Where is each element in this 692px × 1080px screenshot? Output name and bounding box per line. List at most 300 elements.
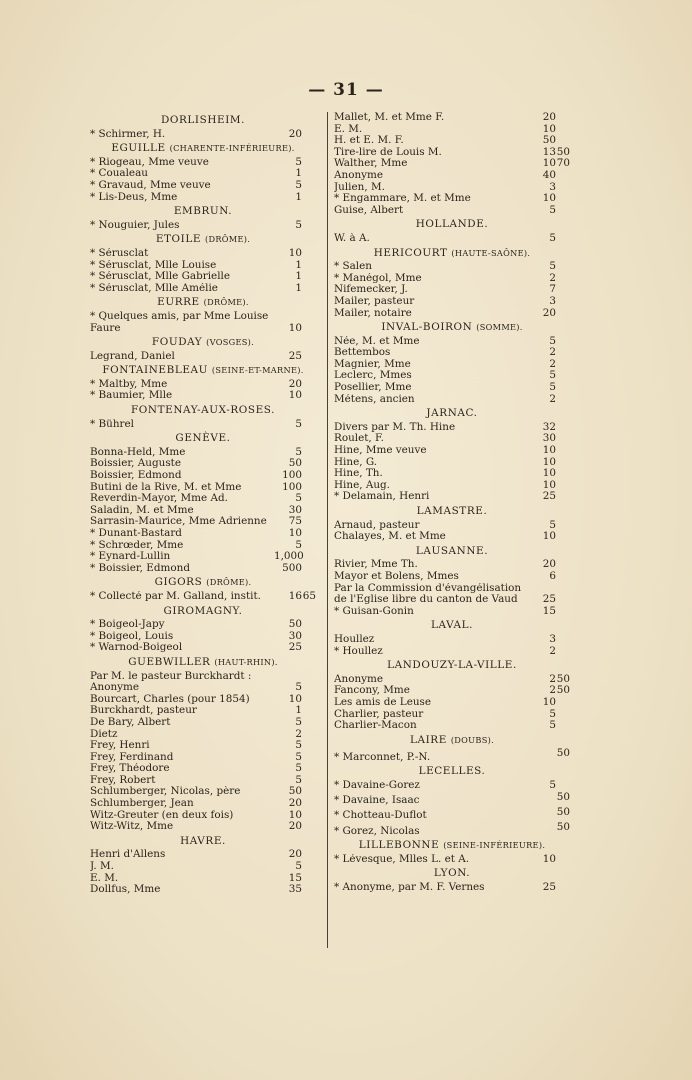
amount-centimes	[302, 619, 316, 631]
donor-name: Butini de la Rive, M. et Mme	[90, 481, 242, 493]
section-town: GUEBWILLER	[128, 655, 211, 668]
amount-francs: 16	[288, 589, 302, 602]
amount-francs: 25	[542, 490, 556, 503]
donor-name: Frey, Robert	[90, 774, 156, 786]
donation-amount	[274, 717, 316, 729]
section-heading	[334, 219, 570, 231]
section-town: GENÈVE.	[175, 432, 231, 445]
donation-amount	[274, 192, 316, 204]
donor-name: Rivier, Mme Th.	[334, 559, 418, 571]
donor-name: * Riogeau, Mme veuve	[90, 156, 209, 168]
donor-entry	[334, 182, 570, 194]
donor-name: * Schrœder, Mme	[90, 539, 184, 551]
amount-francs: 10	[542, 455, 556, 468]
donor-entry	[334, 284, 570, 296]
donor-entry	[334, 882, 570, 894]
donor-entry	[90, 671, 316, 683]
amount-centimes	[556, 571, 570, 583]
amount-centimes	[302, 849, 316, 861]
donor-name: * Delamain, Henri	[334, 491, 430, 503]
amount-centimes: 50	[556, 145, 570, 158]
section-region: (DRÔME).	[204, 234, 251, 245]
section-town: FONTAINEBLEAU	[102, 364, 208, 377]
donor-name: Bonna-Held, Mme	[90, 446, 186, 458]
amount-centimes	[302, 482, 316, 494]
donor-name: Dietz	[90, 728, 118, 740]
amount-francs: 10	[542, 478, 556, 491]
donor-entry	[334, 433, 570, 445]
section-heading	[90, 337, 316, 349]
left-column	[90, 112, 316, 896]
donor-entry	[90, 157, 316, 169]
donation-amount	[528, 571, 570, 583]
donor-name: Anonyme	[334, 673, 384, 685]
donation-amount	[528, 807, 570, 819]
amount-centimes	[302, 220, 316, 232]
donor-name: * Davaine, Isaac	[334, 795, 420, 807]
amount-francs: 32	[542, 420, 556, 433]
donor-name: Schlumberger, Nicolas, père	[90, 786, 241, 798]
donor-entry	[334, 233, 570, 245]
donation-amount	[528, 748, 570, 760]
donor-name: Witz-Witz, Mme	[90, 821, 174, 833]
donor-name: Anonyme	[334, 169, 384, 181]
donor-name: * Quelques amis, par Mme Louise Faure	[90, 310, 269, 334]
section-town: LILLEBONNE	[358, 839, 440, 852]
donation-amount	[274, 351, 316, 363]
donor-entry	[90, 271, 316, 283]
amount-francs: 25	[288, 349, 302, 362]
amount-centimes	[302, 717, 316, 729]
donor-name: * Anonyme, par M. F. Vernes	[334, 882, 485, 893]
amount-francs: 100	[282, 480, 302, 493]
amount-centimes	[556, 606, 570, 618]
amount-centimes	[556, 273, 570, 285]
amount-centimes	[556, 433, 570, 445]
section-heading	[90, 297, 316, 309]
amount-francs: 2	[295, 727, 302, 740]
section-region: (DRÔME).	[206, 577, 252, 588]
donor-entry	[334, 646, 570, 658]
amount-francs: 3	[549, 632, 556, 645]
amount-centimes	[556, 520, 570, 532]
amount-centimes	[556, 559, 570, 571]
amount-francs: 5	[549, 779, 556, 792]
donation-amount	[274, 821, 316, 833]
amount-francs: 2	[549, 644, 556, 657]
donation-amount	[274, 419, 316, 431]
amount-francs: 30	[288, 629, 302, 642]
donor-entry	[334, 792, 570, 807]
donor-entry	[90, 129, 316, 141]
section-heading	[90, 143, 316, 155]
amount-francs: 5	[549, 381, 556, 394]
donor-entry	[90, 351, 316, 363]
donor-name: Hine, Th.	[334, 468, 383, 480]
donor-name: Houllez	[334, 633, 375, 645]
amount-centimes: 50	[556, 790, 570, 803]
section-region: (HAUTE-SAÔNE).	[451, 247, 531, 258]
amount-francs: 10	[542, 192, 556, 205]
donor-entry	[334, 685, 570, 697]
donation-amount	[528, 382, 570, 394]
amount-centimes	[556, 422, 570, 434]
donor-name: Charlier-Macon	[334, 720, 417, 732]
amount-francs: 5	[549, 719, 556, 732]
amount-centimes	[556, 709, 570, 721]
amount-francs: 10	[542, 122, 556, 135]
amount-francs: 5	[295, 681, 302, 694]
donor-entry	[90, 505, 316, 517]
donor-entry	[334, 359, 570, 371]
donor-name: * Lévesque, Mlles L. et A.	[334, 853, 470, 865]
amount-francs: 5	[295, 445, 302, 458]
donor-entry	[90, 248, 316, 260]
section-town: GIGORS	[154, 576, 203, 589]
amount-francs: 5	[549, 231, 556, 244]
page-number: — 31 —	[308, 80, 384, 100]
donor-entry	[334, 606, 570, 618]
donor-name: Schlumberger, Jean	[90, 798, 194, 810]
donor-entry	[90, 311, 316, 334]
amount-centimes	[302, 283, 316, 295]
donor-entry	[334, 308, 570, 320]
amount-centimes	[556, 170, 570, 182]
donor-entry	[90, 717, 316, 729]
section-region: (VOSGES).	[206, 337, 255, 348]
amount-francs: 13	[542, 145, 556, 158]
amount-francs: 10	[542, 852, 556, 865]
section-heading	[334, 766, 570, 778]
amount-francs: 20	[542, 306, 556, 319]
amount-centimes	[302, 180, 316, 192]
amount-centimes	[302, 752, 316, 764]
amount-francs: 75	[288, 515, 302, 528]
donor-name: * Gorez, Nicolas	[334, 825, 420, 837]
donor-name: H. et E. M. F.	[334, 135, 404, 147]
amount-francs: 20	[542, 558, 556, 571]
amount-francs: 2	[549, 271, 556, 284]
amount-francs: 2	[549, 672, 556, 685]
donor-entry	[334, 158, 570, 170]
donor-entry	[90, 873, 316, 885]
section-town: EMBRUN.	[173, 205, 233, 218]
donor-name: * Sérusclat, Mlle Amélie	[90, 282, 218, 294]
amount-centimes	[302, 821, 316, 833]
donor-name: Mayor et Bolens, Mmes	[334, 570, 459, 582]
donor-entry	[90, 379, 316, 391]
donor-entry	[90, 682, 316, 694]
amount-centimes	[302, 528, 316, 540]
amount-centimes	[556, 296, 570, 308]
section-heading	[90, 577, 316, 589]
amount-centimes	[556, 634, 570, 646]
donor-entry	[334, 205, 570, 217]
amount-centimes	[302, 192, 316, 204]
donation-amount	[274, 271, 316, 283]
donor-entry	[90, 861, 316, 873]
amount-francs: 5	[295, 538, 302, 551]
donor-entry	[334, 382, 570, 394]
donor-name: Roulet, F.	[334, 433, 384, 445]
amount-centimes	[556, 780, 570, 792]
donor-name: * Sérusclat, Mlle Louise	[90, 259, 217, 271]
amount-centimes	[556, 233, 570, 245]
amount-centimes	[556, 112, 570, 124]
donor-entry	[90, 821, 316, 833]
donor-entry	[334, 147, 570, 159]
amount-francs: 5	[295, 715, 302, 728]
amount-francs: 5	[295, 860, 302, 873]
amount-francs: 500	[282, 561, 302, 574]
donor-name: Posellier, Mme	[334, 382, 412, 394]
donation-amount	[528, 882, 570, 894]
section-town: LAIRE	[409, 733, 447, 746]
amount-centimes	[556, 308, 570, 320]
amount-francs	[528, 822, 556, 834]
donor-entry	[90, 631, 316, 643]
section-town: HOLLANDE.	[415, 218, 489, 231]
donation-amount	[528, 394, 570, 406]
amount-francs: 100	[282, 469, 302, 482]
amount-francs: 1,000	[274, 550, 304, 563]
donor-name: Par la Commission d'évangélisation de l'Eglise libre du canton de Vaud	[334, 582, 522, 606]
amount-francs: 10	[542, 530, 556, 543]
donor-name: * Boigeol-Japy	[90, 619, 165, 631]
donor-name: Nifemecker, J.	[334, 284, 408, 296]
donor-entry	[334, 520, 570, 532]
donor-name: * Chotteau-Duflot	[334, 810, 427, 822]
amount-francs: 5	[549, 369, 556, 382]
donation-amount	[274, 129, 316, 141]
amount-centimes	[302, 540, 316, 552]
amount-francs: 20	[288, 127, 302, 140]
donor-entry	[334, 480, 570, 492]
donor-entry	[334, 697, 570, 709]
amount-francs: 5	[295, 178, 302, 191]
amount-francs: 10	[542, 157, 556, 170]
donor-entry	[334, 445, 570, 457]
amount-centimes: 70	[556, 157, 570, 170]
amount-centimes	[302, 379, 316, 391]
donor-entry	[90, 180, 316, 192]
amount-francs: 20	[288, 820, 302, 833]
donor-entry	[90, 694, 316, 706]
section-region: (SEINE-INFÉRIEURE).	[443, 840, 546, 851]
donor-name: Hine, Mme veuve	[334, 445, 427, 457]
section-town: FOUDAY	[151, 336, 203, 349]
donor-entry	[90, 740, 316, 752]
donor-entry	[90, 729, 316, 741]
donation-amount	[528, 445, 570, 457]
donation-amount	[274, 220, 316, 232]
donor-entry	[334, 780, 570, 792]
amount-centimes: 50	[556, 684, 570, 697]
amount-centimes	[302, 351, 316, 363]
section-town: LECELLES.	[418, 765, 486, 778]
donor-entry	[334, 170, 570, 182]
amount-francs: 40	[542, 168, 556, 181]
donation-amount	[528, 606, 570, 618]
section-heading	[334, 248, 570, 260]
donor-entry	[334, 457, 570, 469]
amount-francs	[528, 807, 556, 819]
donor-name: * Gravaud, Mme veuve	[90, 179, 211, 191]
amount-francs: 20	[288, 377, 302, 390]
amount-centimes	[556, 491, 570, 503]
amount-centimes	[302, 694, 316, 706]
donor-name: Magnier, Mme	[334, 358, 411, 370]
amount-francs: 5	[295, 773, 302, 786]
amount-centimes	[556, 382, 570, 394]
donor-name: Fancony, Mme	[334, 685, 410, 697]
donor-name: Burckhardt, pasteur	[90, 705, 197, 717]
donor-entry	[334, 336, 570, 348]
donor-entry	[90, 168, 316, 180]
amount-centimes	[302, 505, 316, 517]
donation-amount	[528, 634, 570, 646]
donor-entry	[90, 493, 316, 505]
amount-francs: 25	[542, 593, 556, 606]
donation-amount	[528, 170, 570, 182]
amount-francs: 35	[288, 883, 302, 896]
amount-francs: 5	[549, 203, 556, 216]
donor-entry	[90, 283, 316, 295]
amount-centimes	[556, 124, 570, 136]
amount-centimes	[556, 594, 570, 606]
donor-entry	[334, 394, 570, 406]
amount-francs: 7	[549, 283, 556, 296]
donor-entry	[334, 135, 570, 147]
donation-amount	[528, 531, 570, 543]
donation-amount	[274, 470, 316, 482]
donor-name: Divers par M. Th. Hine	[334, 421, 456, 433]
donor-entry	[90, 482, 316, 494]
donor-entry	[90, 591, 316, 603]
amount-centimes	[556, 882, 570, 894]
donor-name: Legrand, Daniel	[90, 350, 175, 362]
section-heading	[334, 840, 570, 852]
amount-francs: 1	[295, 281, 302, 294]
donor-entry	[90, 849, 316, 861]
donor-entry	[334, 347, 570, 359]
donor-name: * Sérusclat, Mlle Gabrielle	[90, 271, 230, 283]
amount-centimes	[302, 786, 316, 798]
amount-centimes	[302, 248, 316, 260]
donor-name: * Engammare, M. et Mme	[334, 193, 471, 205]
donor-name: Bourcart, Charles (pour 1854)	[90, 693, 250, 705]
donation-amount	[274, 283, 316, 295]
donor-entry	[334, 720, 570, 732]
donor-name: Frey, Ferdinand	[90, 751, 174, 763]
donor-entry	[90, 619, 316, 631]
amount-centimes	[556, 697, 570, 709]
donor-entry	[334, 583, 570, 606]
amount-centimes: 50	[556, 821, 570, 834]
donor-name: Bettembos	[334, 347, 391, 359]
amount-francs: 50	[288, 618, 302, 631]
amount-centimes	[302, 810, 316, 822]
section-town: DORLISHEIM.	[160, 114, 246, 126]
section-heading	[334, 660, 570, 672]
donation-amount	[274, 528, 316, 540]
section-heading	[90, 836, 316, 848]
amount-francs: 10	[288, 321, 302, 334]
amount-centimes	[302, 729, 316, 741]
amount-francs: 50	[288, 785, 302, 798]
donor-name: De Bary, Albert	[90, 716, 171, 728]
amount-centimes	[302, 157, 316, 169]
donor-name: * Coualeau	[90, 168, 148, 180]
amount-francs: 1	[295, 704, 302, 717]
section-region: (DRÔME).	[203, 297, 249, 308]
section-town: ETOILE	[155, 233, 202, 246]
amount-centimes	[302, 642, 316, 654]
section-heading	[334, 620, 570, 632]
amount-centimes	[556, 854, 570, 866]
donation-amount	[528, 792, 570, 804]
donation-amount	[528, 233, 570, 245]
amount-centimes	[302, 447, 316, 459]
donor-name: Chalayes, M. et Mme	[334, 531, 446, 543]
amount-francs: 10	[542, 695, 556, 708]
amount-francs: 10	[288, 246, 302, 259]
amount-francs	[528, 792, 556, 804]
donor-name: * Baumier, Mlle	[90, 390, 173, 402]
amount-francs: 1	[295, 258, 302, 271]
donor-entry	[334, 370, 570, 382]
section-town: EGUILLE	[111, 142, 166, 155]
donor-entry	[90, 763, 316, 775]
donor-entry	[90, 419, 316, 431]
donation-amount	[274, 682, 316, 694]
amount-francs: 1	[295, 167, 302, 180]
donation-amount	[528, 112, 570, 124]
donor-name: Anonyme	[90, 682, 140, 694]
donor-name: Sarrasin-Maurice, Mme Adrienne	[90, 516, 267, 528]
amount-francs: 15	[542, 604, 556, 617]
amount-francs: 30	[288, 503, 302, 516]
donor-entry	[90, 260, 316, 272]
section-town: HERICOURT	[373, 246, 448, 259]
amount-francs: 50	[542, 134, 556, 147]
amount-centimes	[302, 884, 316, 896]
donation-amount	[274, 390, 316, 402]
amount-centimes	[302, 631, 316, 643]
amount-francs: 30	[542, 432, 556, 445]
amount-centimes	[302, 168, 316, 180]
donor-entry	[334, 261, 570, 273]
section-heading	[334, 408, 570, 420]
donor-name: Mailer, pasteur	[334, 295, 415, 307]
donation-amount	[528, 261, 570, 273]
donor-name: W. à A.	[334, 232, 370, 244]
donation-amount	[528, 193, 570, 205]
amount-francs: 20	[288, 848, 302, 861]
donation-amount	[528, 854, 570, 866]
amount-francs: 5	[295, 492, 302, 505]
amount-centimes	[302, 563, 316, 575]
donor-name: * Salen	[334, 261, 372, 273]
amount-francs: 5	[295, 762, 302, 775]
section-heading	[90, 234, 316, 246]
donor-name: Walther, Mme	[334, 158, 408, 170]
donor-entry	[90, 705, 316, 717]
column-divider	[327, 112, 328, 948]
right-column	[334, 112, 570, 894]
donation-amount	[274, 248, 316, 260]
amount-centimes	[302, 470, 316, 482]
